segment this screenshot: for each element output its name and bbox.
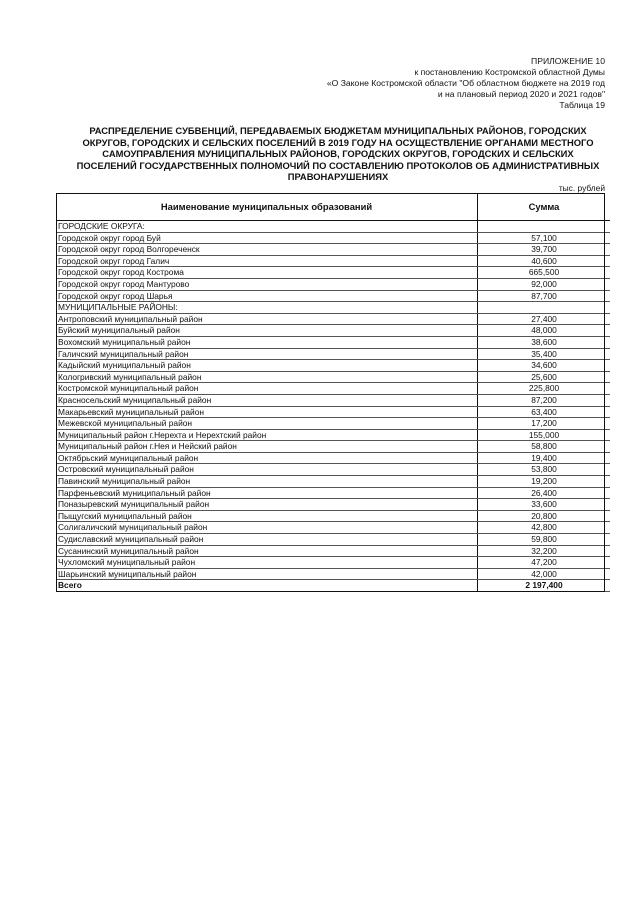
title-line: ПОСЕЛЕНИЙ ГОСУДАРСТВЕННЫХ ПОЛНОМОЧИЙ ПО СОСТАВЛЕНИЮ ПРОТОКОЛОВ ОБ АДМИНИСТРАТИВНЫХ xyxy=(76,159,600,171)
municipality-name-cell: Солигаличский муниципальный район xyxy=(56,522,478,534)
sum-cell: 58,800 xyxy=(478,441,611,453)
municipality-name-cell: Кологривский муниципальный район xyxy=(56,371,478,383)
table-row xyxy=(56,487,610,499)
sum-cell: 39,700 xyxy=(478,244,611,256)
municipality-name-cell: Вохомский муниципальный район xyxy=(56,336,478,348)
municipality-name-cell: Красносельский муниципальный район xyxy=(56,394,478,406)
table-row xyxy=(56,476,610,488)
table-body xyxy=(56,221,610,592)
total-row xyxy=(56,580,610,592)
sum-cell: 87,200 xyxy=(478,394,611,406)
sum-cell: 26,400 xyxy=(478,487,611,499)
municipality-name-cell: ГОРОДСКИЕ ОКРУГА: xyxy=(56,221,478,233)
sum-cell: 59,800 xyxy=(478,534,611,546)
table-row xyxy=(56,441,610,453)
table-row xyxy=(56,255,610,267)
sum-cell: 25,600 xyxy=(478,371,611,383)
sum-cell: 35,400 xyxy=(478,348,611,360)
table-row xyxy=(56,302,610,314)
sum-cell: 40,600 xyxy=(478,255,611,267)
table-row xyxy=(56,568,610,580)
units-label: тыс. рублей xyxy=(558,183,605,193)
sum-cell: 63,400 xyxy=(478,406,611,418)
table-row xyxy=(56,267,610,279)
sum-cell: 42,000 xyxy=(478,568,611,580)
sum-cell: 155,000 xyxy=(478,429,611,441)
municipality-name-cell: Муниципальный район г.Нея и Нейский район xyxy=(56,441,478,453)
municipality-name-cell: Городской округ город Волгореченск xyxy=(56,244,478,256)
municipality-name-cell: Межевской муниципальный район xyxy=(56,418,478,430)
table-row xyxy=(56,510,610,522)
table-row xyxy=(56,429,610,441)
municipality-name-cell: Октябрьский муниципальный район xyxy=(56,452,478,464)
municipality-name-cell: Пыщугский муниципальный район xyxy=(56,510,478,522)
municipality-name-cell: Всего xyxy=(56,580,478,592)
municipality-name-cell: Сусанинский муниципальный район xyxy=(56,545,478,557)
table-row xyxy=(56,383,610,395)
sum-cell xyxy=(478,302,611,314)
table-row xyxy=(56,418,610,430)
municipality-name-cell: Парфеньевский муниципальный район xyxy=(56,487,478,499)
sum-cell: 32,200 xyxy=(478,545,611,557)
table-row xyxy=(56,360,610,372)
table-row xyxy=(56,313,610,325)
appendix-number: ПРИЛОЖЕНИЕ 10 xyxy=(531,56,605,66)
resolution-reference: к постановлению Костромской областной Думы xyxy=(414,67,605,77)
municipality-name-cell: Кадыйский муниципальный район xyxy=(56,360,478,372)
municipality-name-cell: Павинский муниципальный район xyxy=(56,476,478,488)
sum-cell: 92,000 xyxy=(478,278,611,290)
table-row xyxy=(56,464,610,476)
table-row xyxy=(56,348,610,360)
table-row xyxy=(56,394,610,406)
table-row xyxy=(56,406,610,418)
sum-cell: 34,600 xyxy=(478,360,611,372)
table-number: Таблица 19 xyxy=(559,100,605,110)
table-row xyxy=(56,371,610,383)
municipality-name-cell: Муниципальный район г.Нерехта и Нерехтский район xyxy=(56,429,478,441)
column-header-name: Наименование муниципальных образований xyxy=(56,193,478,221)
law-reference: «О Законе Костромской области "Об областном бюджете на 2019 год xyxy=(326,78,605,88)
municipality-name-cell: Городской округ город Кострома xyxy=(56,267,478,279)
table-row xyxy=(56,278,610,290)
sum-cell xyxy=(478,221,611,233)
table-row xyxy=(56,290,610,302)
municipality-name-cell: Галичский муниципальный район xyxy=(56,348,478,360)
municipality-name-cell: Шарьинский муниципальный район xyxy=(56,568,478,580)
table-row xyxy=(56,557,610,569)
table-row xyxy=(56,522,610,534)
sum-cell: 19,200 xyxy=(478,476,611,488)
municipality-name-cell: Городской округ город Мантурово xyxy=(56,278,478,290)
sum-cell: 57,100 xyxy=(478,232,611,244)
sum-cell: 87,700 xyxy=(478,290,611,302)
sum-cell: 27,400 xyxy=(478,313,611,325)
table-row xyxy=(56,232,610,244)
sum-cell: 2 197,400 xyxy=(478,580,611,592)
table-row xyxy=(56,499,610,511)
title-line: РАСПРЕДЕЛЕНИЕ СУБВЕНЦИЙ, ПЕРЕДАВАЕМЫХ БЮДЖЕТАМ МУНИЦИПАЛЬНЫХ РАЙОНОВ, ГОРОДСКИХ xyxy=(89,125,587,136)
sum-cell: 20,800 xyxy=(478,510,611,522)
municipality-name-cell: Островский муниципальный район xyxy=(56,464,478,476)
municipality-name-cell: Городской округ город Шарья xyxy=(56,290,478,302)
municipality-name-cell: Костромской муниципальный район xyxy=(56,383,478,395)
sum-cell: 665,500 xyxy=(478,267,611,279)
law-reference-cont: и на плановый период 2020 и 2021 годов" xyxy=(437,89,605,99)
municipality-name-cell: Судиславский муниципальный район xyxy=(56,534,478,546)
column-header-sum: Сумма xyxy=(478,193,611,221)
table-row xyxy=(56,452,610,464)
sum-cell: 53,800 xyxy=(478,464,611,476)
sum-cell: 42,800 xyxy=(478,522,611,534)
table-row xyxy=(56,545,610,557)
table-row xyxy=(56,244,610,256)
title-line: САМОУПРАВЛЕНИЯ МУНИЦИПАЛЬНЫХ РАЙОНОВ, ГОРОДСКИХ ОКРУГОВ, ГОРОДСКИХ И СЕЛЬСКИХ xyxy=(102,148,574,160)
sum-cell: 17,200 xyxy=(478,418,611,430)
municipality-name-cell: Макарьевский муниципальный район xyxy=(56,406,478,418)
document-title xyxy=(58,125,618,183)
municipality-name-cell: Чухломский муниципальный район xyxy=(56,557,478,569)
municipality-name-cell: Городской округ город Галич xyxy=(56,255,478,267)
municipality-name-cell: Поназыревский муниципальный район xyxy=(56,499,478,511)
sum-cell: 47,200 xyxy=(478,557,611,569)
subventions-table xyxy=(56,193,610,592)
municipality-name-cell: Буйский муниципальный район xyxy=(56,325,478,337)
sum-cell: 48,000 xyxy=(478,325,611,337)
table-header-row xyxy=(56,193,610,221)
appendix-header xyxy=(327,56,605,111)
sum-cell: 19,400 xyxy=(478,452,611,464)
table-row xyxy=(56,221,610,233)
municipality-name-cell: Городской округ город Буй xyxy=(56,232,478,244)
sum-cell: 225,800 xyxy=(478,383,611,395)
table-row xyxy=(56,336,610,348)
municipality-name-cell: МУНИЦИПАЛЬНЫЕ РАЙОНЫ: xyxy=(56,302,478,314)
table-row xyxy=(56,325,610,337)
title-line: ПРАВОНАРУШЕНИЯХ xyxy=(287,171,389,183)
title-line: ОКРУГОВ, ГОРОДСКИХ И СЕЛЬСКИХ ПОСЕЛЕНИЙ В 2019 ГОДУ НА ОСУЩЕСТВЛЕНИЕ ОРГАНАМИ МЕСТНОГО xyxy=(82,136,594,148)
municipality-name-cell: Антроповский муниципальный район xyxy=(56,313,478,325)
table-row xyxy=(56,534,610,546)
sum-cell: 38,600 xyxy=(478,336,611,348)
sum-cell: 33,600 xyxy=(478,499,611,511)
